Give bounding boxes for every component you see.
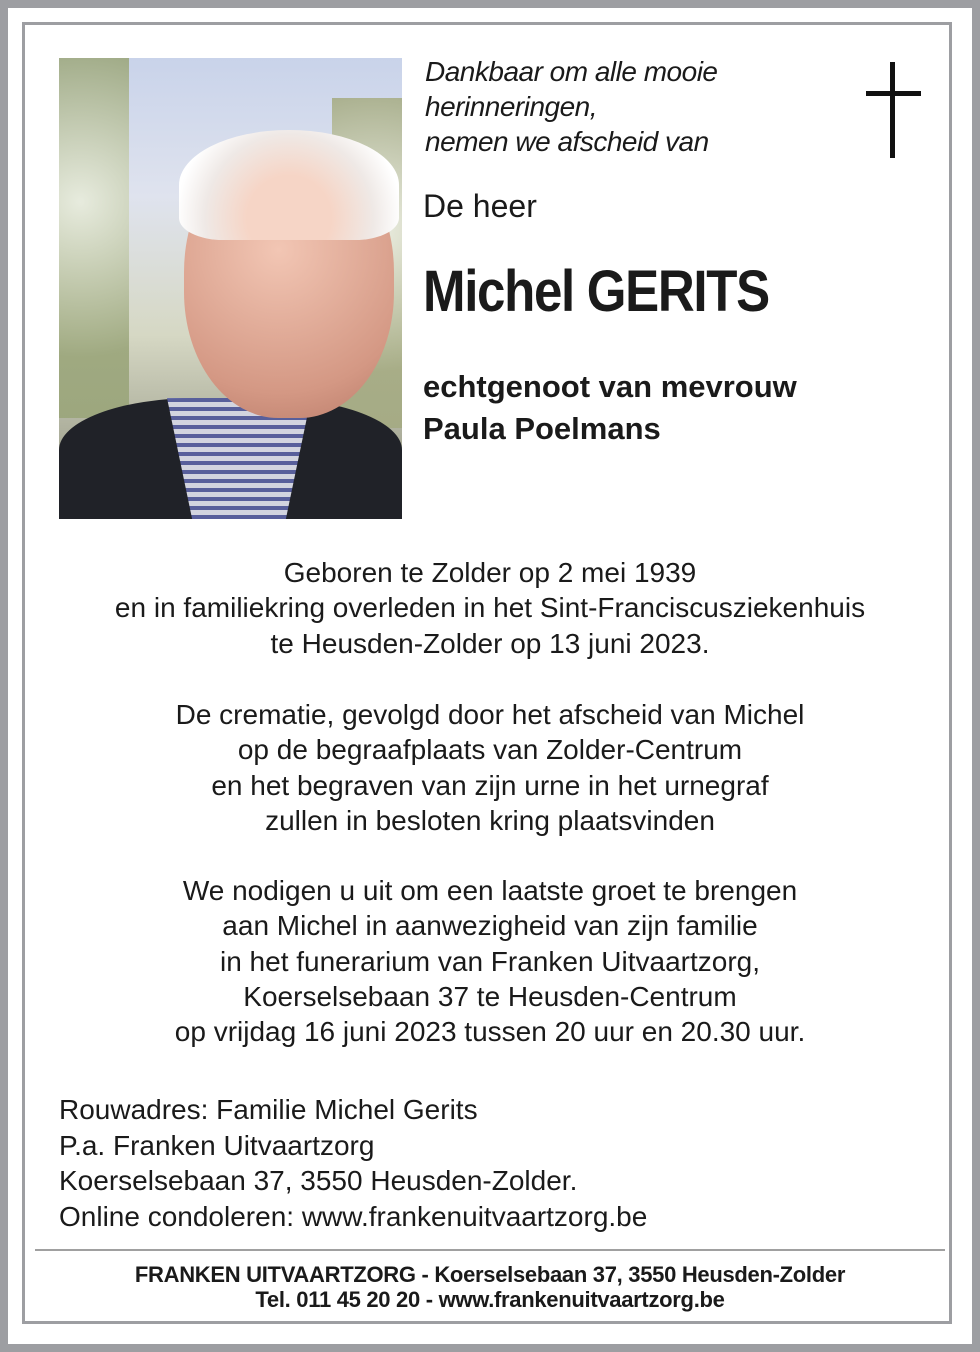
paragraph-line: in het funerarium van Franken Uitvaartzorg, — [219, 945, 761, 977]
paragraph-line: aan Michel in aanwezigheid van zijn familie — [222, 910, 758, 942]
paragraph-line: en het begraven van zijn urne in het urnegraf — [211, 769, 769, 801]
portrait-photo — [59, 58, 402, 519]
cross-icon — [866, 62, 921, 158]
paragraph-line: en in familiekring overleden in het Sint-Franciscusziekenhuis — [114, 592, 866, 624]
address-line: Rouwadres: Familie Michel Gerits — [59, 1094, 478, 1125]
intro-text — [425, 54, 718, 159]
paragraph-line: Koerselsebaan 37 te Heusden-Centrum — [243, 980, 737, 1012]
paragraph-line: op vrijdag 16 juni 2023 tussen 20 uur en 20.30 uur. — [174, 1016, 806, 1048]
footer-line: Tel. 011 45 20 20 - www.frankenuitvaartzorg.be — [255, 1287, 725, 1312]
footer-line: FRANKEN UITVAARTZORG - Koerselsebaan 37, 3550 Heusden-Zolder — [134, 1262, 846, 1287]
honorific: De heer — [423, 188, 537, 224]
paragraph-line: op de begraafplaats van Zolder-Centrum — [237, 734, 743, 766]
intro-line: nemen we afscheid van — [425, 126, 709, 157]
paragraph-line: Geboren te Zolder op 2 mei 1939 — [283, 557, 697, 588]
condolence-line: Online condoleren: www.frankenuitvaartzorg.be — [59, 1200, 648, 1232]
paragraph-line: te Heusden-Zolder op 13 juni 2023. — [270, 627, 710, 659]
visitation-paragraph — [30, 873, 950, 1049]
paragraph-line: We nodigen u uit om een laatste groet te brengen — [182, 875, 798, 906]
spouse-line: echtgenoot van mevrouw — [423, 369, 797, 404]
deceased-name: Michel GERITS — [423, 259, 769, 324]
birth-death-paragraph — [30, 555, 950, 661]
footer-divider — [35, 1249, 945, 1251]
address-line: Koerselsebaan 37, 3550 Heusden-Zolder. — [59, 1165, 578, 1196]
paragraph-line: De crematie, gevolgd door het afscheid van Michel — [175, 699, 805, 730]
spouse-text — [423, 366, 797, 450]
cremation-paragraph — [30, 697, 950, 838]
spouse-name: Paula Poelmans — [423, 411, 661, 446]
address-line: P.a. Franken Uitvaartzorg — [59, 1129, 375, 1161]
intro-line: herinneringen, — [425, 91, 598, 122]
mourning-address — [59, 1092, 647, 1234]
paragraph-line: zullen in besloten kring plaatsvinden — [265, 804, 715, 836]
intro-line: Dankbaar om alle mooie — [425, 56, 718, 87]
funeral-home-footer — [30, 1262, 950, 1312]
